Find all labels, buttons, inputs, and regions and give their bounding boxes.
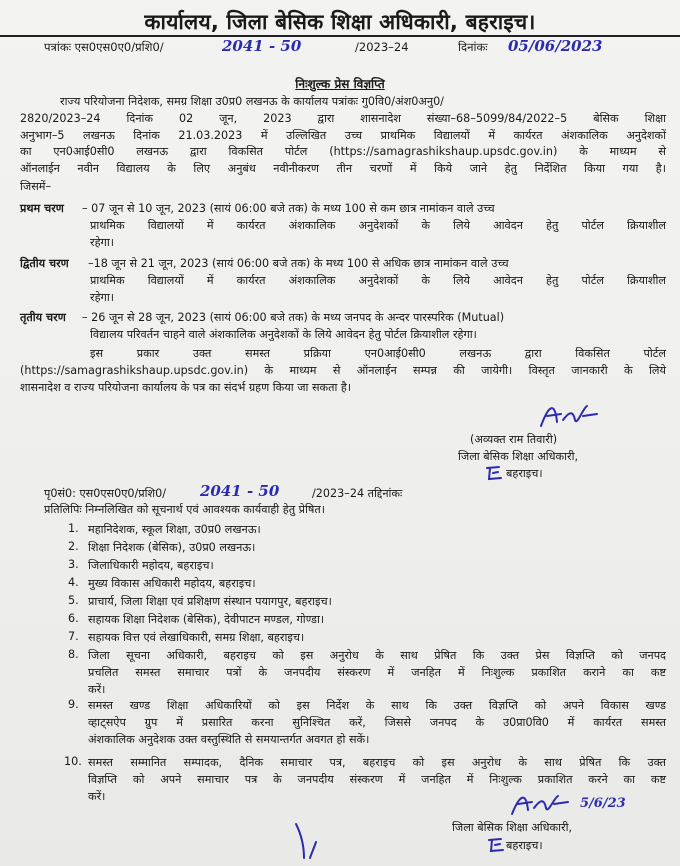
list-item: समस्त सम्मानित सम्पादक, दैनिक समाचार पत्र, बहराइच को इस अनुरोध के साथ प्रेषित कि उक्त bbox=[88, 756, 666, 769]
stage-label: तृतीय चरण bbox=[20, 311, 66, 324]
stage-line: विद्यालय परिवर्तन चाहने वाले अंशकालिक अनुदेशकों के लिये आवेदन हेतु पोर्टल क्रियाशील रहेगा। bbox=[90, 328, 477, 341]
closing-line: (https://samagrashikshaup.upsdc.gov.in) के माध्यम से ऑनलाईन सम्पन्न की जायेगी। विस्तृत जानकारी के लिये bbox=[20, 364, 666, 377]
stage-line: रहेगा। bbox=[90, 236, 114, 249]
pen-mark bbox=[290, 818, 330, 862]
list-item: सहायक वित्त एवं लेखाधिकारी, समग्र शिक्षा, बहराइच। bbox=[88, 631, 305, 644]
stage-line: – 26 जून से 28 जून, 2023 (सायं 06:00 बजे तक) के मध्य जनपद के अन्दर पारस्परिक (Mutual) bbox=[82, 311, 505, 324]
letter-year: /2023–24 bbox=[355, 40, 409, 54]
date-label: दिनांकः bbox=[458, 40, 488, 54]
closing-line: शासनादेश व राज्य परियोजना कार्यालय के पत्र का संदर्भ ग्रहण किया जा सकता है। bbox=[20, 381, 352, 394]
copy-intro: प्रतिलिपिः निम्नलिखित को सूचनार्थ एवं आवश्यक कार्यवाही हेतु प्रेषित। bbox=[44, 503, 325, 516]
list-item: शिक्षा निदेशक (बेसिक), उ0प्र0 लखनऊ। bbox=[88, 541, 256, 554]
stage-line: प्राथमिक विद्यालयों में कार्यरत अंशकालिक अनुदेशकों के लिये आवेदन हेतु पोर्टल क्रियाशील bbox=[90, 274, 666, 287]
copy-ref-label: पृ0सं0: एस0एस0ए0/प्रशि0/ bbox=[44, 487, 167, 500]
stage-line: –18 जून से 21 जून, 2023 (सायं 06:00 बजे तक) के मध्य 100 से अधिक छात्र नामांकन वाले उच्च bbox=[88, 257, 509, 270]
list-item: जिला सूचना अधिकारी, बहराइच को इस अनुरोध के साथ प्रेषित कि उक्त प्रेस विज्ञप्ति को जनपद bbox=[88, 649, 666, 662]
list-item-number: 10. bbox=[64, 755, 82, 768]
list-item-number: 4. bbox=[68, 576, 79, 589]
letter-number-handwritten: 2041 - 50 bbox=[222, 37, 302, 55]
stage-label: प्रथम चरण bbox=[20, 202, 64, 215]
list-item: मुख्य विकास अधिकारी महोदय, बहराइच। bbox=[88, 577, 256, 590]
list-item: सहायक शिक्षा निदेशक (बेसिक), देवीपाटन मण्डल, गोण्डा। bbox=[88, 613, 325, 626]
list-item-number: 1. bbox=[68, 522, 79, 535]
letter-number-label: पत्रांकः एस0एस0ए0/प्रशि0/ bbox=[44, 40, 164, 54]
notice-heading: निःशुल्क प्रेस विज्ञप्ति bbox=[295, 77, 385, 91]
intro-line: ऑनलाईन नवीन विद्यालय के लिए अनुबंध नवीनीकरण तीन चरणों में किये जाने हेतु निर्देशित किया गया है। bbox=[20, 162, 666, 175]
signatory-designation: जिला बेसिक शिक्षा अधिकारी, bbox=[452, 821, 573, 834]
list-item: प्रचलित समस्त समाचार पत्रों के जनपदीय संस्करण में जनहित में निःशुल्क प्रकाशित कराने का कष्ट bbox=[88, 666, 666, 679]
signatory-place: बहराइच। bbox=[506, 839, 543, 852]
intro-line: जिसमें– bbox=[20, 180, 52, 193]
stage-label: द्वितीय चरण bbox=[20, 257, 69, 270]
signature-date-handwritten: 5/6/23 bbox=[580, 796, 626, 811]
date-handwritten: 05/06/2023 bbox=[508, 37, 603, 55]
stage-line: प्राथमिक विद्यालयों में कार्यरत अंशकालिक अनुदेशकों के लिये आवेदन हेतु पोर्टल क्रियाशील bbox=[90, 219, 666, 232]
list-item-number: 7. bbox=[68, 630, 79, 643]
intro-line: का एन0आई0सी0 लखनऊ द्वारा विकसित पोर्टल (https://samagrashikshaup.upsdc.gov.in) के माध्यम से bbox=[20, 145, 666, 158]
signatory-name: (अव्यक्त राम तिवारी) bbox=[470, 433, 558, 446]
intro-line: 2820/2023–24 दिनांक 02 जून, 2023 द्वारा शासनादेश संख्या–68–5099/84/2022–5 बेसिक शिक्षा bbox=[20, 112, 666, 125]
list-item: समस्त खण्ड शिक्षा अधिकारियों को इस निर्देश के साथ कि उक्त विज्ञप्ति को अपने विकास खण्ड bbox=[88, 699, 666, 712]
copy-ref-year: /2023–24 तद्दिनांकः bbox=[312, 487, 403, 500]
list-item-number: 3. bbox=[68, 558, 79, 571]
list-item: प्राचार्य, जिला शिक्षा एवं प्रशिक्षण संस्थान पयागपुर, बहराइच। bbox=[88, 595, 332, 608]
copy-ref-handwritten: 2041 - 50 bbox=[200, 482, 280, 500]
list-item-number: 6. bbox=[68, 612, 79, 625]
intro-line: अनुभाग–5 लखनऊ दिनांक 21.03.2023 में उल्लिखित उच्च प्राथमिक विद्यालयों में कार्यरत अंशकालिक अनुदेशकों bbox=[20, 129, 666, 142]
list-item: विज्ञप्ति को अपने समाचार पत्र के जनपदीय संस्करण में जनहित में निःशुल्क प्रकाशित करने का कष्ट bbox=[88, 773, 666, 786]
handwritten-signature-2 bbox=[508, 790, 578, 818]
stage-line: रहेगा। bbox=[90, 291, 114, 304]
signatory-place: बहराइच। bbox=[506, 467, 543, 480]
list-item: व्हाट्सऐप ग्रुप में प्रसारित करना सुनिश्चित करें, जिससे जनपद के उ0प्रा0वि0 में कार्यरत समस्त bbox=[88, 716, 666, 729]
signatory-designation: जिला बेसिक शिक्षा अधिकारी, bbox=[458, 450, 579, 463]
office-title: कार्यालय, जिला बेसिक शिक्षा अधिकारी, बहराइच। bbox=[144, 10, 536, 34]
list-item-number: 5. bbox=[68, 594, 79, 607]
list-item-number: 8. bbox=[68, 648, 79, 661]
intro-line: राज्य परियोजना निदेशक, समग्र शिक्षा उ0प्र0 लखनऊ के कार्यालय पत्रांकः गु0वि0/अंश0अनु0/ bbox=[60, 95, 444, 108]
stage-line: – 07 जून से 10 जून, 2023 (सायं 06:00 बजे तक) के मध्य 100 से कम छात्र नामांकन वाले उच्च bbox=[82, 202, 495, 215]
list-item: अंशकालिक अनुदेशक उक्त वस्तुस्थिति से समयान्तर्गत अवगत हो सकें। bbox=[88, 733, 370, 746]
initial-mark-2 bbox=[486, 836, 508, 854]
list-item: करें। bbox=[88, 790, 106, 803]
closing-line: इस प्रकार उक्त समस्त प्रक्रिया एन0आई0सी0 लखनऊ द्वारा विकसित पोर्टल bbox=[90, 347, 666, 360]
list-item-number: 9. bbox=[68, 698, 79, 711]
list-item-number: 2. bbox=[68, 540, 79, 553]
list-item: जिलाधिकारी महोदय, बहराइच। bbox=[88, 559, 214, 572]
handwritten-signature-1 bbox=[535, 398, 615, 432]
list-item: महानिदेशक, स्कूल शिक्षा, उ0प्र0 लखनऊ। bbox=[88, 523, 261, 536]
initial-mark-1 bbox=[484, 464, 506, 482]
list-item: करें। bbox=[88, 683, 106, 696]
